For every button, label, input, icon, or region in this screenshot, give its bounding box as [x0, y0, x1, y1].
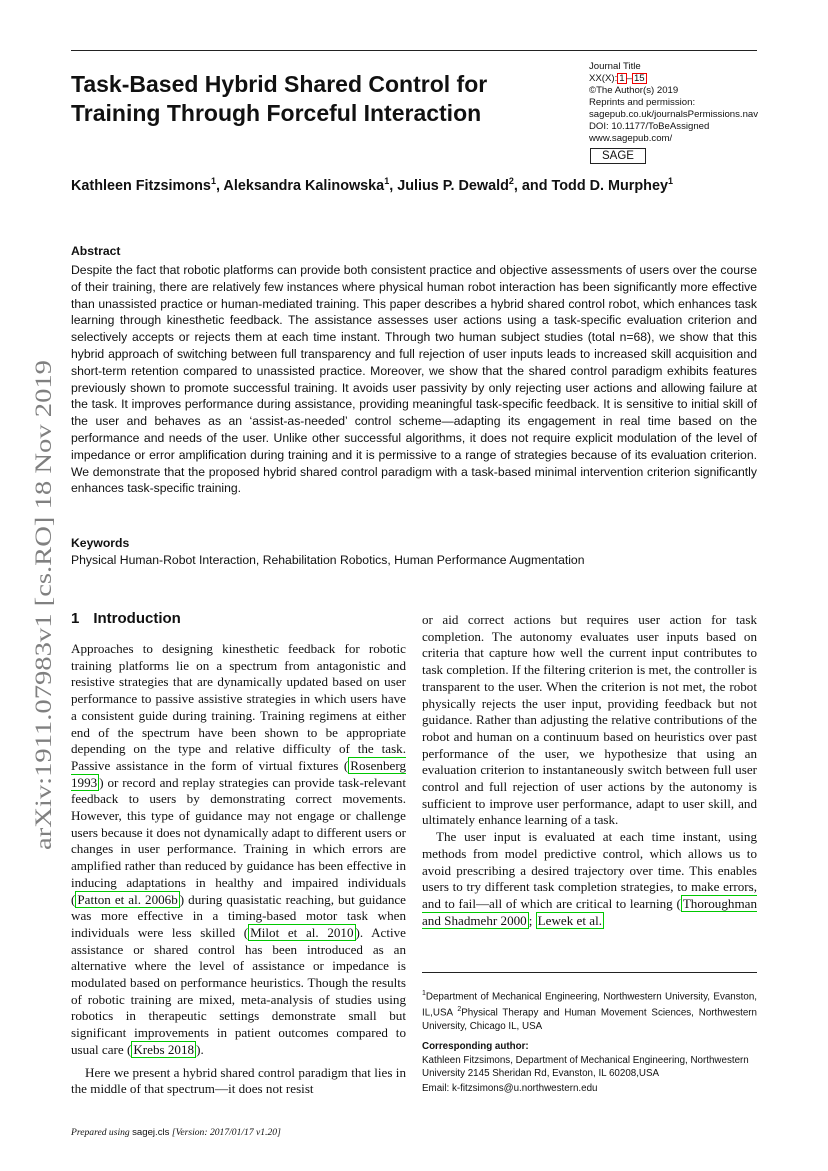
author: Kathleen Fitzsimons: [71, 177, 211, 194]
author-affiliation-mark: 1: [210, 176, 216, 186]
citation-link[interactable]: Krebs 2018: [133, 1041, 195, 1057]
abstract-heading: Abstract: [71, 244, 121, 258]
footnote-rule: [422, 972, 757, 973]
paragraph: Approaches to designing kinesthetic feedback for robotic training platforms lie on a spectrum from antagonistic and resistive strategies that are dynamically updated based on user performance to passive assistive strategies in which users have a consistent guide during training. Training regimens at either end of the spectrum have been shown to be appropriate depending on the type and relative difficulty of the task. Passive assistance in the form of virtual fixtures ( Rosenberg 1993 ) or record and replay strategies can provide task-relevant feedback to users by demonstrating correct movements. However, this type of guidance may not engage or challenge users because it does not dynamically adapt to different users or changes in user performance. Training in which errors are amplified rather than reduced by guidance has been effective in inducing adaptations in healthy and impaired individuals ( Patton et al. 2006b ) during quasistatic reaching, but guidance was more effective in a timing-based motor task when individuals were less skilled ( Milot et al. 2010 ). Active assistance or shared control has been introduced as an alternative where the level of assistance or impedance is modulated based on performance heuristics. Though the results of robotic training are mixed, meta-analysis of studies using robotics in therapeutic settings demonstrate small but significant improvements in patient outcomes compared to usual care ( Krebs 2018 ).: [71, 641, 407, 1057]
corresponding-author: Kathleen Fitzsimons, Department of Mechanical Engineering, Northwestern University 2145 Sheridan Rd, Evanston, IL 60208,USA Email: k-fitzsimons@u.northwestern.edu: [422, 1054, 757, 1096]
top-rule: [71, 50, 757, 51]
keywords-heading: Keywords: [71, 536, 130, 550]
corresponding-author-heading: Corresponding author:: [422, 1041, 529, 1052]
page-start-link[interactable]: 1: [619, 73, 625, 84]
footer: Prepared using sagej.cls [Version: 2017/01/17 v1.20]: [71, 1127, 281, 1138]
journal-info: [589, 61, 764, 145]
abstract-text: Despite the fact that robotic platforms can provide both consistent practice and objective assessments of users over the course of their training, there are relatively few instances where physical human robot interaction has been significantly more effective than unassisted practice or human-mediated training. This paper describes a hybrid shared control robot, which enhances task learning through kinesthetic feedback. The assistance assesses user actions using a task-specific evaluation criterion and selectively accepts or rejects them at each time instant. Through two human subject studies (total n=68), we show that this hybrid approach of switching between full transparency and full rejection of user inputs leads to increased skill acquisition and short-term retention compared to unassisted practice. Moreover, we show that the shared control paradigm exhibits features previously shown to promote successful training. It avoids user passivity by only rejecting user actions and allowing failure at the task. It improves performance during assistance, providing meaningful task-specific feedback. It is sensitive to initial skill of the user and behaves as an ‘assist-as-needed’ control scheme—adapting its engagement in real time based on the performance and needs of the user. Unlike other successful algorithms, it does not require explicit modulation of the level of impedance or error amplification during training and it is permissive to a range of strategies because of its evaluation criterion. We demonstrate that the proposed hybrid shared control paradigm with a task-based minimal intervention criterion significantly enhances task-specific training.: [71, 263, 757, 496]
citation-link[interactable]: Rosenberg 1993: [71, 757, 406, 790]
citation-link[interactable]: Thoroughman and Shadmehr 2000: [422, 895, 757, 928]
arxiv-stamp-text: arXiv:1911.07983v1 [cs.RO] 18 Nov 2019: [31, 447, 57, 850]
paragraph: or aid correct actions but requires user action for task completion. The autonomy evaluates user inputs based on criteria that capture how well the current input contributes to task completion. If the filtering criterion is met, the controller is transparent to the user. When the criterion is not met, the robot physically rejects the user input, providing feedback but not guidance. Rather than adjusting the relative contributions of the robot and human on a continuum based on heuristics over past performance of the user, we hypothesize that using an evaluation criterion to instantaneously switch between full user control and full rejection of user actions by the autonomy is sufficient to improve user performance, adapt to user skill, and ultimately enhance learning of a task.: [422, 612, 757, 828]
left-column: [71, 641, 406, 1098]
copyright: ©The Author(s) 2019: [589, 85, 679, 96]
right-column: [422, 612, 757, 929]
citation-link[interactable]: Patton et al. 2006b: [77, 891, 178, 907]
affiliations-footnote: $^1$Department of Mechanical Engineering, Northwestern University, Evanston, IL,USA $^2$Physical Therapy and Human Movement Sciences, Northwestern University, Chicago IL, USA: [422, 990, 758, 1032]
author: Julius P. Dewald: [397, 177, 509, 194]
paragraph: Here we present a hybrid shared control paradigm that lies in the middle of that spectrum—it does not resist: [71, 1064, 406, 1097]
keywords-text: Physical Human-Robot Interaction, Rehabilitation Robotics, Human Performance Augmentation: [71, 553, 585, 567]
citation-link[interactable]: Milot et al. 2010: [250, 924, 354, 940]
permissions-url: sagepub.co.uk/journalsPermissions.nav: [589, 109, 759, 120]
citation-link[interactable]: Lewek et al.: [537, 912, 602, 928]
reprints: Reprints and permission:: [589, 97, 696, 108]
doi: DOI: 10.1177/ToBeAssigned: [589, 121, 710, 132]
arxiv-stamp: [30, 360, 56, 860]
author-affiliation-mark: 1: [667, 176, 673, 186]
paper-title: Task-Based Hybrid Shared Control for Training Through Forceful Interaction: [71, 71, 488, 126]
section-heading-introduction: [71, 610, 181, 627]
author: Aleksandra Kalinowska: [223, 177, 385, 194]
website: www.sagepub.com/: [589, 133, 673, 144]
email[interactable]: Email: k-fitzsimons@u.northwestern.edu: [422, 1083, 598, 1095]
sage-logo: SAGE: [590, 148, 646, 164]
page-end-link[interactable]: 15: [633, 73, 645, 84]
journal-volume: XX(X): 1 – 15: [589, 73, 645, 84]
author: Todd D. Murphey: [551, 177, 668, 194]
author-affiliation-mark: 1: [384, 176, 390, 186]
author-list: Kathleen Fitzsimons$^1$, Aleksandra Kalinowska$^1$, Julius P. Dewald$^2$, and Todd D. Murphey$^1$: [71, 176, 673, 194]
section-number: 1: [71, 610, 80, 627]
paragraph: The user input is evaluated at each time instant, using methods from model predictive control, which allows us to avoid prescribing a desired trajectory over time. This enables users to try different task completion strategies, to make errors, and to fail—all of which are critical to learning ( Thoroughman and Shadmehr 2000 ; Lewek et al.: [422, 829, 757, 928]
section-title: Introduction: [93, 610, 181, 627]
journal-title: Journal Title: [589, 61, 641, 72]
arxiv-stamp-graphic: [30, 360, 56, 860]
author-affiliation-mark: 2: [508, 176, 514, 186]
